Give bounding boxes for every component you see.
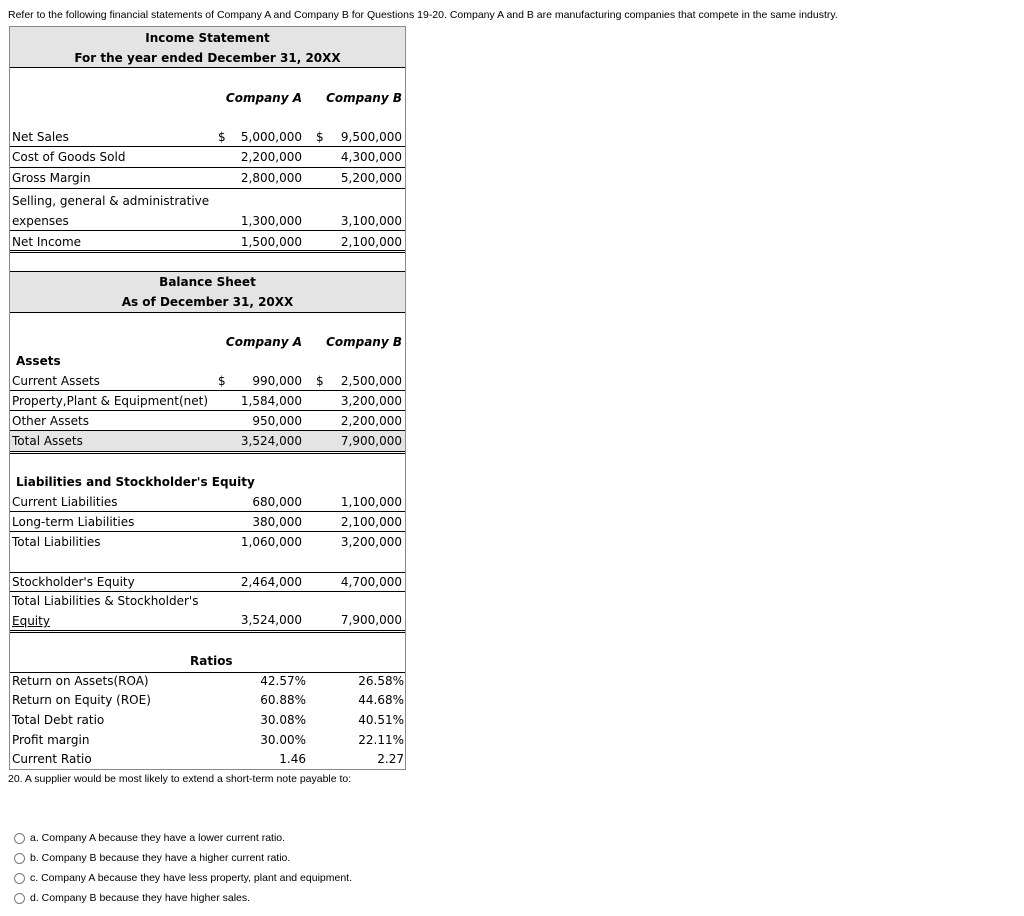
- intro-text: Refer to the following financial statements of Company A and Company B for Questions 19-20. Company A and B are manufacturing companies that compete in the same industry.: [8, 9, 838, 21]
- ratio-value-a: 60.88%: [260, 693, 306, 707]
- ratio-value-b: 22.11%: [358, 733, 404, 747]
- income-value-a: 2,200,000: [240, 150, 302, 164]
- balance-col-company-b: Company B: [326, 335, 402, 349]
- answer-option-c[interactable]: [14, 868, 352, 888]
- ratio-value-b: 26.58%: [358, 674, 404, 688]
- ratio-value-a: 30.00%: [260, 733, 306, 747]
- ratio-value-a: 42.57%: [260, 674, 306, 688]
- ratio-value-b: 40.51%: [358, 713, 404, 727]
- liability-value-a: 1,060,000: [240, 535, 302, 549]
- answer-options: [14, 828, 352, 908]
- answer-option-label: a. Company A because they have a lower current ratio.: [30, 832, 286, 844]
- income-value-a: 5,000,000: [240, 130, 302, 144]
- income-row-label-cont: expenses: [12, 214, 69, 228]
- asset-row-label: Other Assets: [12, 414, 89, 428]
- liability-row-label: Long-term Liabilities: [12, 515, 135, 529]
- ratio-row-label: Current Ratio: [12, 752, 92, 766]
- asset-value-b: 2,200,000: [340, 414, 402, 428]
- income-value-b: 2,100,000: [340, 235, 402, 249]
- assets-header: Assets: [16, 354, 61, 368]
- income-row-label: Net Sales: [12, 130, 69, 144]
- asset-value-b: 3,200,000: [340, 394, 402, 408]
- total-le-label: Total Liabilities & Stockholder's: [12, 594, 199, 608]
- liabilities-header: Liabilities and Stockholder's Equity: [16, 475, 255, 489]
- equity-value-a: 2,464,000: [240, 575, 302, 589]
- income-value-b: 4,300,000: [340, 150, 402, 164]
- income-value-b: 9,500,000: [340, 130, 402, 144]
- ratio-row-label: Return on Equity (ROE): [12, 693, 151, 707]
- asset-value-a: 3,524,000: [240, 434, 302, 448]
- income-value-b: 3,100,000: [340, 214, 402, 228]
- radio-button-icon[interactable]: [14, 833, 25, 844]
- income-row-label: Gross Margin: [12, 171, 91, 185]
- ratio-value-b: 2.27: [377, 752, 404, 766]
- asset-value-a: 990,000: [252, 374, 302, 388]
- liability-row-label: Total Liabilities: [12, 535, 101, 549]
- ratios-title: Ratios: [190, 654, 233, 668]
- radio-button-icon[interactable]: [14, 873, 25, 884]
- liability-value-b: 3,200,000: [340, 535, 402, 549]
- income-value-a: 1,500,000: [240, 235, 302, 249]
- income-value-a: 2,800,000: [240, 171, 302, 185]
- liability-row-label: Current Liabilities: [12, 495, 118, 509]
- asset-value-b: 7,900,000: [340, 434, 402, 448]
- ratio-value-a: 1.46: [279, 752, 306, 766]
- asset-value-a: 950,000: [252, 414, 302, 428]
- financial-statements-table: [9, 26, 406, 770]
- liability-value-a: 680,000: [252, 495, 302, 509]
- equity-value-b: 4,700,000: [340, 575, 402, 589]
- income-value-b: 5,200,000: [340, 171, 402, 185]
- equity-row-label: Stockholder's Equity: [12, 575, 135, 589]
- balance-title: Balance Sheet: [159, 275, 256, 289]
- income-row-label: Net Income: [12, 235, 82, 249]
- total-le-value-b: 7,900,000: [340, 613, 402, 627]
- total-le-label-cont: Equity: [12, 614, 50, 628]
- asset-row-label: Total Assets: [12, 434, 83, 448]
- asset-value-a: 1,584,000: [240, 394, 302, 408]
- income-row-label: Cost of Goods Sold: [12, 150, 126, 164]
- total-le-value-a: 3,524,000: [240, 613, 302, 627]
- ratio-row-label: Total Debt ratio: [12, 713, 105, 727]
- asset-value-b: 2,500,000: [340, 374, 402, 388]
- income-row-label: Selling, general & administrative: [12, 194, 210, 208]
- income-col-company-b: Company B: [326, 91, 402, 105]
- answer-option-d[interactable]: [14, 888, 352, 908]
- answer-option-label: b. Company B because they have a higher current ratio.: [30, 852, 291, 864]
- currency-symbol: $: [218, 374, 226, 388]
- income-col-company-a: Company A: [225, 91, 302, 105]
- currency-symbol: $: [316, 374, 324, 388]
- income-value-a: 1,300,000: [240, 214, 302, 228]
- ratio-row-label: Profit margin: [12, 733, 90, 747]
- asset-row-label: Current Assets: [12, 374, 100, 388]
- answer-option-label: c. Company A because they have less property, plant and equipment.: [30, 872, 353, 884]
- income-period: For the year ended December 31, 20XX: [74, 51, 341, 65]
- ratio-row-label: Return on Assets(ROA): [12, 674, 149, 688]
- radio-button-icon[interactable]: [14, 893, 25, 904]
- currency-symbol: $: [316, 130, 324, 144]
- currency-symbol: $: [218, 130, 226, 144]
- asset-row-label: Property,Plant & Equipment(net): [12, 394, 209, 408]
- radio-button-icon[interactable]: [14, 853, 25, 864]
- balance-period: As of December 31, 20XX: [121, 295, 294, 309]
- answer-option-label: d. Company B because they have higher sales.: [30, 892, 251, 904]
- liability-value-a: 380,000: [252, 515, 302, 529]
- answer-option-a[interactable]: [14, 828, 352, 848]
- balance-col-company-a: Company A: [225, 335, 302, 349]
- ratio-value-b: 44.68%: [358, 693, 404, 707]
- question-text: 20. A supplier would be most likely to extend a short-term note payable to:: [8, 773, 352, 785]
- liability-value-b: 2,100,000: [340, 515, 402, 529]
- ratio-value-a: 30.08%: [260, 713, 306, 727]
- answer-option-b[interactable]: [14, 848, 352, 868]
- income-title: Income Statement: [145, 31, 270, 45]
- liability-value-b: 1,100,000: [340, 495, 402, 509]
